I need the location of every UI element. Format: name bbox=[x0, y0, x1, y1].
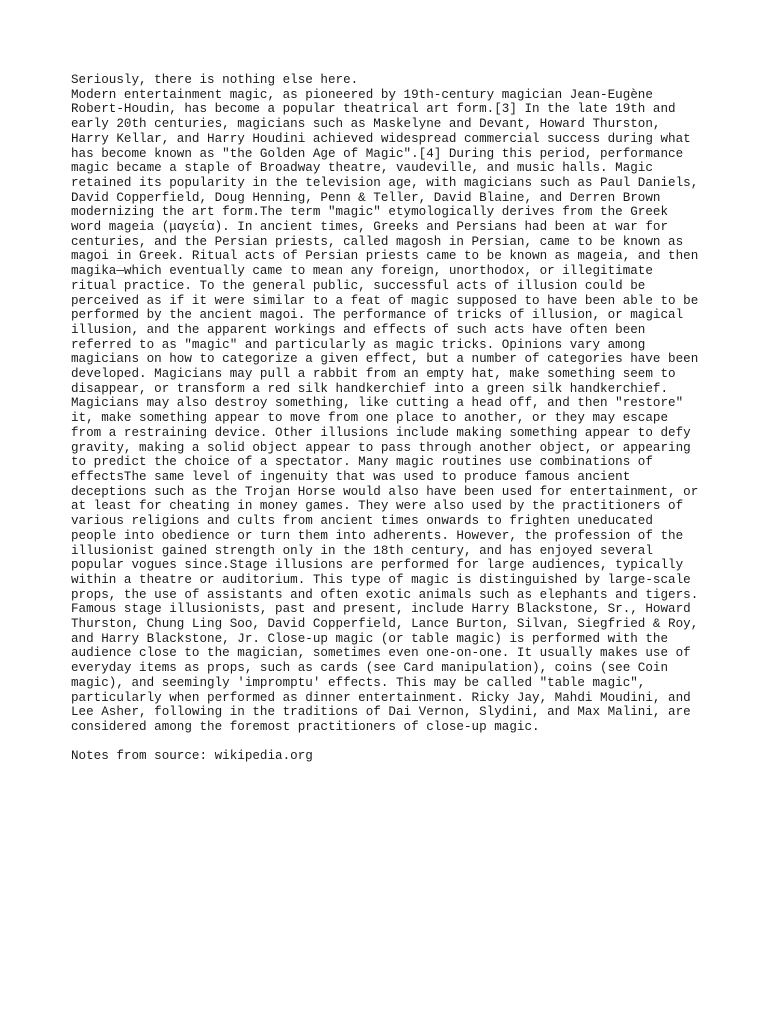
text-line: and Harry Blackstone, Jr. Close-up magic (or table magic) is performed with the bbox=[71, 631, 669, 646]
text-line: Magicians may also destroy something, like cutting a head off, and then "restore" bbox=[71, 396, 684, 411]
text-line: magoi in Greek. Ritual acts of Persian priests came to be known as mageia, and then bbox=[71, 249, 699, 264]
text-line: props, the use of assistants and often exotic animals such as elephants and tigers. bbox=[71, 587, 699, 602]
text-line: disappear, or transform a red silk handkerchief into a green silk handkerchief. bbox=[71, 381, 669, 396]
text-line: audience close to the magician, sometimes even one-on-one. It usually makes use of bbox=[71, 646, 691, 661]
text-line: Lee Asher, following in the traditions of Dai Vernon, Slydini, and Max Malini, are bbox=[71, 705, 691, 720]
text-line: ritual practice. To the general public, successful acts of illusion could be bbox=[71, 278, 646, 293]
text-line: centuries, and the Persian priests, called magosh in Persian, came to be known as bbox=[71, 234, 684, 249]
text-line: has become known as "the Golden Age of Magic".[4] During this period, performance bbox=[71, 146, 684, 161]
text-line: early 20th centuries, magicians such as Maskelyne and Devant, Howard Thurston, bbox=[71, 117, 661, 132]
text-line: word mageia (μαγεία). In ancient times, Greeks and Persians had been at war for bbox=[71, 220, 669, 235]
text-line: to predict the choice of a spectator. Many magic routines use combinations of bbox=[71, 455, 653, 470]
text-line: people into obedience or turn them into adherents. However, the profession of the bbox=[71, 528, 684, 543]
text-line: popular vogues since.Stage illusions are performed for large audiences, typically bbox=[71, 558, 684, 573]
text-line: considered among the foremost practitioners of close-up magic. bbox=[71, 719, 540, 734]
text-line: magicians on how to categorize a given effect, but a number of categories have been bbox=[71, 352, 699, 367]
text-line: gravity, making a solid object appear to pass through another object, or appearing bbox=[71, 440, 691, 455]
text-line: Robert-Houdin, has become a popular theatrical art form.[3] In the late 19th and bbox=[71, 102, 676, 117]
text-line: from a restraining device. Other illusions include making something appear to defy bbox=[71, 425, 691, 440]
text-line: referred to as "magic" and particularly as magic tricks. Opinions vary among bbox=[71, 337, 646, 352]
text-line: magika—which eventually came to mean any foreign, unorthodox, or illegitimate bbox=[71, 264, 653, 279]
text-line: modernizing the art form.The term "magic" etymologically derives from the Greek bbox=[71, 205, 669, 220]
text-line: deceptions such as the Trojan Horse would also have been used for entertainment, or bbox=[71, 484, 699, 499]
text-line: everyday items as props, such as cards (see Card manipulation), coins (see Coin bbox=[71, 661, 669, 676]
text-line: Thurston, Chung Ling Soo, David Copperfield, Lance Burton, Silvan, Siegfried & Roy, bbox=[71, 617, 699, 632]
text-line: David Copperfield, Doug Henning, Penn & Teller, David Blaine, and Derren Brown bbox=[71, 190, 661, 205]
text-line: performed by the ancient magoi. The performance of tricks of illusion, or magical bbox=[71, 308, 684, 323]
text-line: effectsThe same level of ingenuity that was used to produce famous ancient bbox=[71, 469, 631, 484]
text-line: perceived as if it were similar to a feat of magic supposed to have been able to be bbox=[71, 293, 699, 308]
source-note: Notes from source: wikipedia.org bbox=[71, 749, 313, 764]
text-line: Harry Kellar, and Harry Houdini achieved widespread commercial success during what bbox=[71, 131, 691, 146]
text-line: particularly when performed as dinner entertainment. Ricky Jay, Mahdi Moudini, and bbox=[71, 690, 691, 705]
text-line: magic), and seemingly 'impromptu' effects. This may be called "table magic", bbox=[71, 675, 646, 690]
text-line: it, make something appear to move from one place to another, or they may escape bbox=[71, 411, 669, 426]
text-line: illusion, and the apparent workings and effects of such acts have often been bbox=[71, 322, 646, 337]
paragraph-gap bbox=[71, 735, 768, 750]
text-line: within a theatre or auditorium. This type of magic is distinguished by large-scale bbox=[71, 572, 691, 587]
text-line: Seriously, there is nothing else here. bbox=[71, 73, 359, 87]
text-line: magic became a staple of Broadway theatre, vaudeville, and music halls. Magic bbox=[71, 161, 653, 176]
text-line: illusionist gained strength only in the 18th century, and has enjoyed several bbox=[71, 543, 653, 558]
text-line: developed. Magicians may pull a rabbit from an empty hat, make something seem to bbox=[71, 367, 676, 382]
text-line: various religions and cults from ancient times onwards to frighten uneducated bbox=[71, 514, 653, 529]
text-line: Modern entertainment magic, as pioneered by 19th-century magician Jean-Eugène bbox=[71, 87, 653, 102]
text-line: Famous stage illusionists, past and present, include Harry Blackstone, Sr., Howard bbox=[71, 602, 691, 617]
body-text bbox=[71, 73, 711, 735]
text-line: retained its popularity in the television age, with magicians such as Paul Daniels, bbox=[71, 175, 699, 190]
text-line: at least for cheating in money games. They were also used by the practitioners of bbox=[71, 499, 684, 514]
